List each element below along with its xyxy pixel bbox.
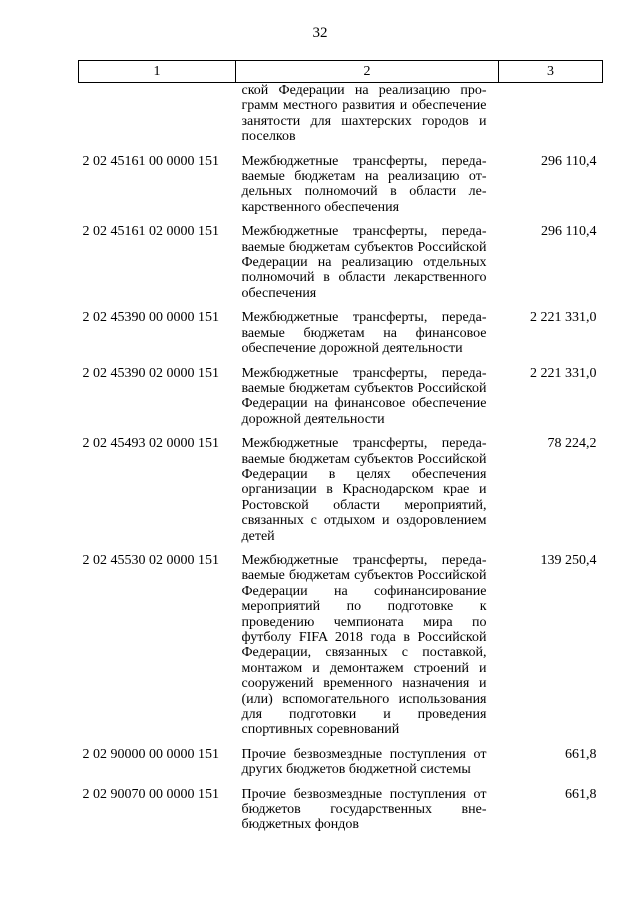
budget-amount: 2 221 331,0 — [530, 310, 597, 326]
budget-amount — [499, 83, 603, 145]
budget-code: 2 02 45493 02 0000 151 — [82, 436, 219, 452]
budget-code: 2 02 45530 02 0000 151 — [82, 552, 219, 568]
budget-amount: 2 221 331,0 — [530, 365, 597, 381]
budget-amount: 139 250,4 — [540, 552, 597, 568]
budget-amount: 661,8 — [565, 746, 597, 762]
budget-description: Межбюджетные трансферты, передаваемые бюджетам субъектов Российской Федерации в целях обеспечения организации в Краснодарском крае и Ростовской области мероприятий, связанных с отдыхом и оздоровлением детей — [241, 436, 487, 544]
table-row — [79, 301, 603, 356]
budget-description: Межбюджетные трансферты, передаваемые бюджетам на реализацию отдельных полномочий в области лекарственного обеспечения — [241, 153, 487, 215]
budget-amount: 296 110,4 — [541, 224, 597, 240]
table-row — [79, 83, 603, 145]
budget-amount: 661,8 — [565, 786, 597, 802]
budget-description: Межбюджетные трансферты, передаваемые бюджетам на финансовое обеспечение дорожной деятельности — [241, 310, 487, 357]
budget-code: 2 02 45390 00 0000 151 — [82, 310, 219, 326]
budget-code — [79, 83, 236, 145]
table-row — [79, 544, 603, 738]
budget-code: 2 02 90070 00 0000 151 — [82, 786, 219, 802]
budget-code: 2 02 45390 02 0000 151 — [82, 365, 219, 381]
budget-description: Прочие безвозмездные поступления от других бюджетов бюджетной системы — [241, 746, 487, 778]
budget-code: 2 02 45161 00 0000 151 — [82, 153, 219, 169]
budget-description: Прочие безвозмездные поступления от бюджетов государственных внебюджетных фондов — [241, 786, 487, 833]
table-row — [79, 778, 603, 833]
column-header-amount: 3 — [499, 61, 603, 83]
budget-amount: 78 224,2 — [547, 436, 597, 452]
table-row — [79, 145, 603, 216]
budget-description: Межбюджетные трансферты, передаваемые бюджетам субъектов Российской Федерации на финансовое обеспечение дорожной деятельности — [241, 365, 487, 427]
budget-description: Межбюджетные трансферты, передаваемые бюджетам субъектов Российской Федерации на реализацию отдельных полномочий в области лекарственного обеспечения — [241, 224, 487, 301]
budget-description: Межбюджетные трансферты, передаваемые бюджетам субъектов Российской Федерации на софинансирование мероприятий по подготовке к проведению чемпионата мира по футболу FIFA 2018 года в Российской Федерации, связанных с поставкой, монтажом и демонтажем строений и сооружений временного назначения и (или) вспомогательного использования для подготовки и проведения спортивных соревнований — [241, 552, 487, 738]
budget-table — [78, 60, 603, 833]
budget-amount: 296 110,4 — [541, 153, 597, 169]
table-row — [79, 427, 603, 544]
table-header-row — [79, 61, 603, 83]
table-row — [79, 215, 603, 301]
table-row — [79, 357, 603, 428]
column-header-code: 1 — [79, 61, 236, 83]
page-number: 32 — [312, 25, 328, 41]
budget-code: 2 02 45161 02 0000 151 — [82, 224, 219, 240]
column-header-description: 2 — [236, 61, 499, 83]
table-row — [79, 738, 603, 778]
budget-code: 2 02 90000 00 0000 151 — [82, 746, 219, 762]
budget-description: ской Федерации на реализацию программ местного развития и обеспечение занятости для шахтерских городов и поселков — [241, 83, 487, 145]
